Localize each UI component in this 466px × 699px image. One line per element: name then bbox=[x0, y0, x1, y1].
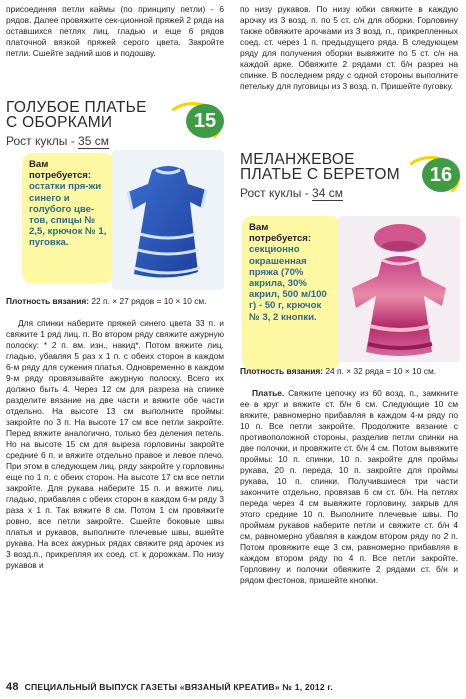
right-materials-list: секционно окрашенная пряжа (70% акрила, 30% акрил, 500 м/100 г) - 50 г, крючок № 3, 2 кнопки. bbox=[249, 244, 327, 323]
right-materials-box bbox=[242, 216, 340, 370]
right-density bbox=[240, 366, 458, 377]
left-materials-heading: Вам потребуется: bbox=[29, 159, 92, 182]
left-section-header bbox=[6, 100, 228, 150]
right-instructions bbox=[240, 388, 458, 586]
right-size-value: 34 см bbox=[312, 186, 343, 200]
page-footer bbox=[6, 681, 333, 693]
left-intro-text: присоединяя петли каймы (по принципу петли) - 6 рядов. Далее провяжите сек-ционной пряжей 2 ряда на оставшихся петлях лиц. гладью и еще 6 рядов платочной вязкой пряжей серого цвета. Закройте петли. Сшейте задний шов и подошву. bbox=[6, 4, 224, 58]
right-density-value: 24 п. × 32 ряда = 10 × 10 см. bbox=[323, 366, 437, 376]
left-size-value: 35 см bbox=[78, 134, 109, 148]
left-instructions: Для спинки наберите пряжей синего цвета 33 п. и свяжите 1 ряд лиц. п. Во втором ряду свяжите ажурную полоску: * 2 п. вм. изн., накид*. Потом вяжите лиц. гладью, убавляя 5 раз x 1 п. с обеих сторон в каждом 6-м ряду для сужения платья. Одновременно в каждом 9-м ряду провязывайте ажурную полоску. Всего их должно быть 4. Через 12 см для разреза на спинке разделите вязание на две части и вяжите обе части отдельно. На высоте 13 см выполните проймы: закройте по 3 п. На высоте 17 см все петли закройте. Перед вяжите аналогично, только без деления петель. Но на высоте 15 см для вырезa горловины закройте средние 6 п. и вяжите отдельно правое и левое плечо. При этом в следующем лиц. ряду закройте у горловины еще по 1 п. с обеих сторон. На высоте 17 см все петли закройте. Для рукава наберите 15 п. и вяжите лиц. гладью, прибавляя с обеих сторон в каждом 6-м ряду 3 раза x 1 п. Так вяжите 8 см. Потом 1 см провяжите ровно, все петли закройте. Сшейте боковые швы платья и рукавов, выполните плечевые швы, вшейте рукава. На всех ажурных рядах свяжите ряд арочек из 3 возд.п., прикрепляя их соед. ст. к дорожкам. Пo низу рукавов и bbox=[6, 318, 224, 570]
left-density-value: 22 п. × 27 рядов = 10 × 10 см. bbox=[89, 296, 207, 306]
right-size-label: Рост куклы - bbox=[240, 186, 313, 200]
left-materials-list: остатки пря-жи синего и голубого цве-тов, спицы № 2,5, крючок № 1, пуговка. bbox=[29, 181, 107, 249]
left-density-label: Плотность вязания: bbox=[6, 296, 90, 306]
melange-dress-photo bbox=[338, 216, 460, 362]
right-intro-text: по низу рукавов. По низу юбки свяжите в каждую арочку из 3 возд. п. по 5 ст. с/н для оборки. Горловину также обвяжите арочками из 3 возд. п., прикрепленных соед. ст. через 1 п. предыдущего ряда. В следующем ряду для получения оборки вывяжите по 5 ст. с/н на каждой арке. Обвяжите 2 рядами ст. б/н разрез на спинке. В последнем ряду с одной стороны выполните петельку для пуговицы из 3 возд. п. Пришейте пуговку. bbox=[240, 4, 458, 91]
right-instructions-text: Свяжите цепочку из 60 возд. п., замкните ее в круг и вяжите ст. б/н 6 см. Следующие 10 см вяжите, равномерно прибавляя в каждом 4-м ряду по 10 п. Все петли закройте. Продолжите вязание с противоположной стороны, разделив петли спинки на две полочки, и провяжите ст. б/н 4 см. Потом вывяжите проймы: 10 п. спинки, 10 п. закройте для проймы рукава, 20 п. переда, 10 п. закройте для проймы рукава, 10 п. спинки. Получившиеся три части закончите отдельно, провязав 6 см ст. б/н. На петлях переда через 4 см вывяжите горловину, закрыв для этого средние 10 п. Выполните плечевые швы. По проймам рукавов наберите петли и свяжите ст. б/н 4 см, равномерно убавляя в каждом втором ряду по 2 п. Потом провяжите еще 3 см, равномерно прибавляя в каждом втором ряду по 4 п. Все петли закройте. Горловину и полочки обвяжите 2 рядами ст. б/н и рядом фестонов, пришейте кнопки. bbox=[240, 388, 458, 585]
left-title-line1: ГОЛУБОЕ ПЛАТЬЕ bbox=[6, 99, 147, 116]
right-title-line2: ПЛАТЬЕ С БЕРЕТОМ bbox=[240, 166, 400, 183]
left-size-label: Рост куклы - bbox=[6, 134, 79, 148]
left-density bbox=[6, 296, 224, 307]
page-number: 48 bbox=[6, 681, 19, 693]
left-materials-box bbox=[22, 153, 114, 283]
blue-dress-photo bbox=[112, 150, 224, 290]
right-density-label: Плотность вязания: bbox=[240, 366, 324, 376]
left-title-line2: С ОБОРКАМИ bbox=[6, 114, 113, 131]
right-section-header bbox=[240, 152, 462, 210]
footer-text: СПЕЦИАЛЬНЫЙ ВЫПУСК ГАЗЕТЫ «ВЯЗАНЫЙ КРЕАТИВ» № 1, 2012 г. bbox=[24, 682, 333, 692]
left-badge-number: 15 bbox=[186, 104, 224, 138]
right-badge-number: 16 bbox=[422, 158, 460, 192]
right-title-line1: МЕЛАНЖЕВОЕ bbox=[240, 151, 355, 168]
right-materials-heading: Вам потребуется: bbox=[249, 222, 312, 245]
right-dress-label: Платье. bbox=[252, 388, 285, 398]
